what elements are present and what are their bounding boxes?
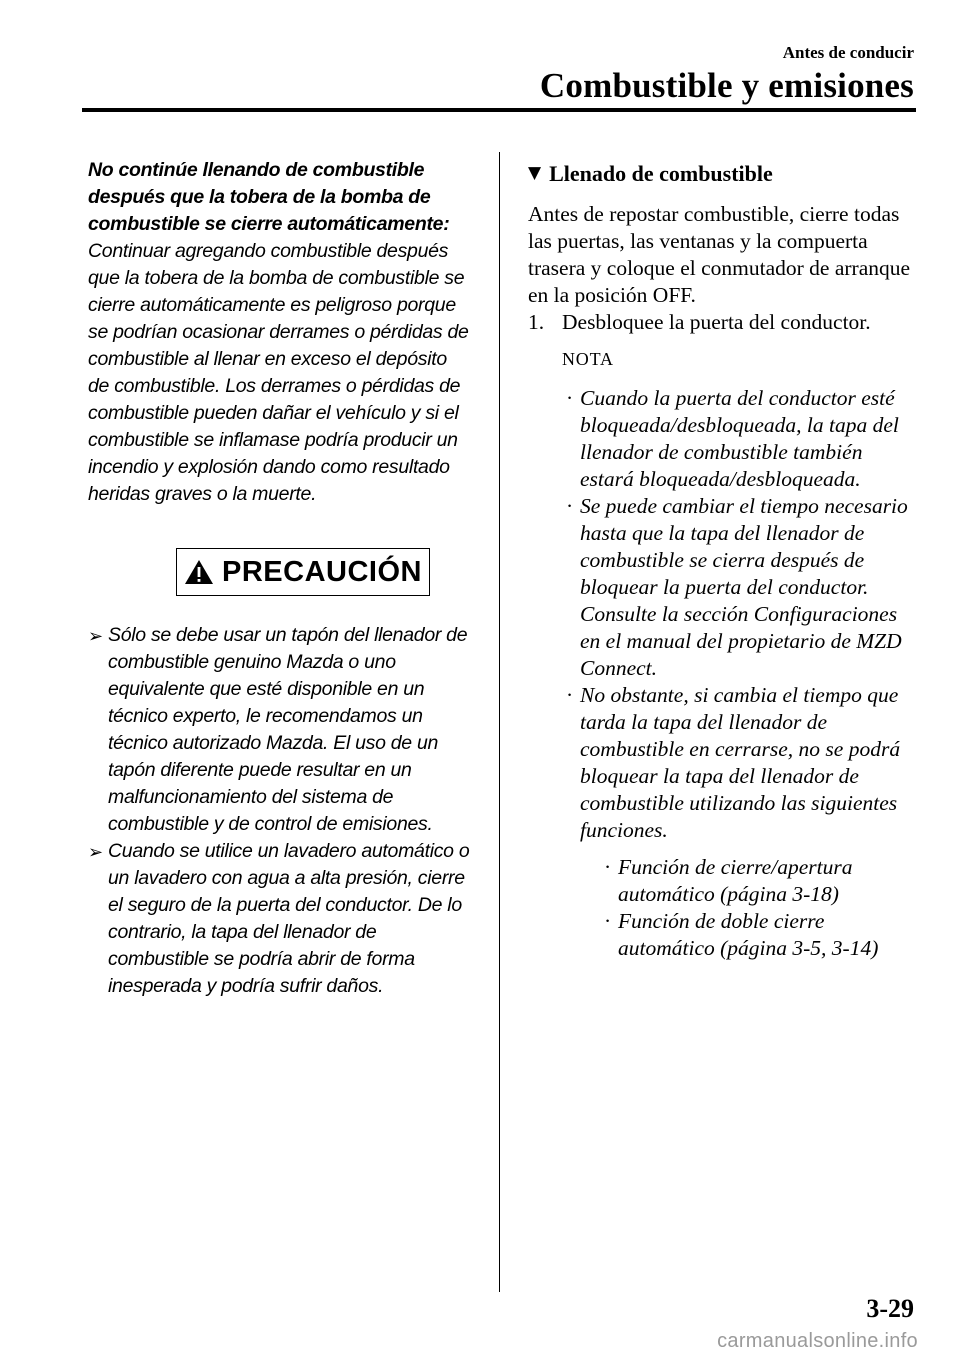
subsection-title — [528, 160, 918, 187]
note-item-text: Cuando la puerta del conductor esté bloqueada/desbloqueada, la tapa del llenador de combustible también estará bloqueada/desbloqueada. — [580, 386, 899, 491]
watermark: carmanualsonline.info — [717, 1330, 918, 1352]
subsection-title-text: Llenado de combustible — [549, 161, 773, 186]
sub-note-item — [600, 854, 918, 908]
arrow-right-icon: ➢ — [88, 842, 103, 863]
caution-box — [176, 548, 430, 596]
warning-triangle-icon — [184, 559, 214, 585]
step-1 — [528, 309, 918, 336]
step-text: Desbloquee la puerta del conductor. — [562, 310, 871, 334]
intro-paragraph: Antes de repostar combustible, cierre todas las puertas, las ventanas y la compuerta trasera y coloque el conmutador de arranque en la posición OFF. — [528, 202, 911, 307]
bullet-icon: · — [604, 855, 612, 879]
sub-note-list — [580, 854, 918, 962]
note-item-text: No obstante, si cambia el tiempo que tarda la tapa del llenador de combustible en cerrarse, no se podrá bloquear la tapa del llenador de combustible utilizando las siguientes funciones. — [580, 683, 901, 842]
bullet-icon: · — [566, 683, 574, 707]
caution-item-text: Cuando se utilice un lavadero automático o un lavadero con agua a alta presión, cierre el seguro de la puerta del conductor. De lo contrario, la tapa del llenador de combustible se podría abrir de forma inesperada y podría sufrir daños. — [108, 840, 470, 997]
bullet-icon: · — [566, 386, 574, 410]
note-item — [562, 493, 918, 682]
caution-label: PRECAUCIÓN — [222, 555, 422, 588]
note-item — [562, 385, 918, 493]
caution-item — [88, 622, 472, 838]
page-header — [540, 42, 914, 106]
page-number: 3-29 — [866, 1294, 914, 1323]
right-column — [528, 160, 918, 962]
note-item-text-continued: Consulte la sección Configuraciones en el manual del propietario de MZD Connect. — [580, 602, 902, 680]
caution-item-text: Sólo se debe usar un tapón del llenador de combustible genuino Mazda o uno equivalente que esté disponible en un técnico experto, le recomendamos un técnico autorizado Mazda. El uso de un tapón diferente puede resultar en un malfuncionamiento del sistema de combustible y de control de emisiones. — [108, 624, 468, 835]
arrow-right-icon: ➢ — [88, 626, 103, 647]
chapter-title: Combustible y emisiones — [539, 66, 914, 105]
column-divider — [499, 152, 500, 1292]
left-column — [88, 157, 472, 1000]
header-rule — [82, 108, 916, 112]
note-label: NOTA — [562, 349, 614, 369]
section-label: Antes de conducir — [782, 43, 914, 62]
note-item-text: Se puede cambiar el tiempo necesario hasta que la tapa del llenador de combustible se cierra después de bloquear la puerta del conductor. — [580, 494, 908, 599]
caution-item — [88, 838, 472, 1000]
sub-note-text: Función de doble cierre automático (página 3-5, 3-14) — [618, 909, 879, 960]
caution-list — [88, 622, 472, 1000]
sub-note-item — [600, 908, 918, 962]
note-block — [562, 346, 918, 962]
bullet-icon: · — [604, 909, 612, 933]
step-number: 1. — [528, 310, 545, 334]
note-list — [562, 385, 918, 962]
warning-body: Continuar agregando combustible después que la tobera de la bomba de combustible se cierre automáticamente es peligroso porque se podrían ocasionar derrames o pérdidas de combustible al llenar en exceso el depósito de combustible. Los derrames o pérdidas de combustible pueden dañar el vehículo y si el combustible se inflamase podría producir un incendio y explosión dando como resultado heridas graves o la muerte. — [88, 240, 469, 505]
sub-note-text: Función de cierre/apertura automático (página 3-18) — [618, 855, 853, 906]
bullet-icon: · — [566, 494, 574, 518]
triangle-down-icon: ▼ — [528, 163, 542, 183]
warning-heading: No continúe llenando de combustible después que la tobera de la bomba de combustible se cierre automáticamente: — [88, 159, 450, 235]
note-item — [562, 682, 918, 962]
